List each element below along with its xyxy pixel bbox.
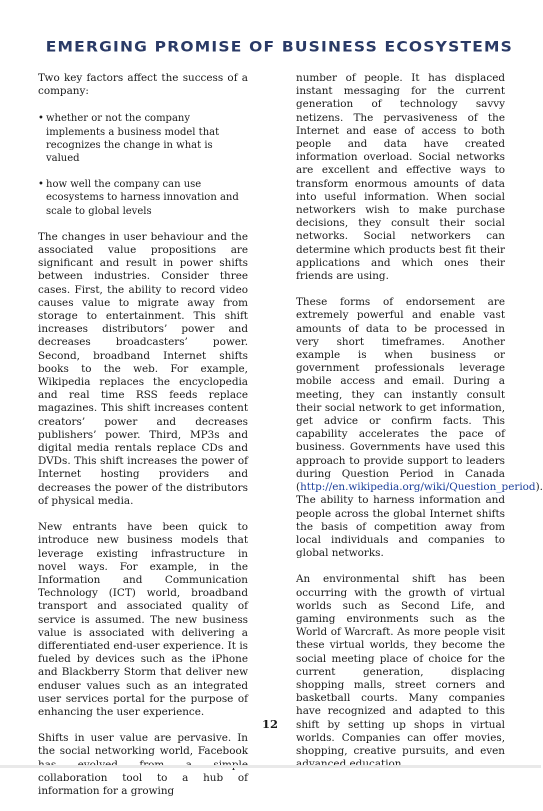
left-column (38, 72, 248, 811)
body-paragraph: number of people. It has displaced instant messaging for the current generation of technology savvy netizens. The pervasiveness of the Internet and ease of access to both people and data have created information overload. Social networks are excellent and effective ways to transform enormous amounts of data into useful information. When social networkers wish to make purchase decisions, they consult their social networks. Social networkers can determine which products best fit their applications and which ones their friends are using. (296, 72, 505, 283)
body-paragraph: An environmental shift has been occurring with the growth of virtual worlds such as Second Life, and gaming environments such as the World of Warcraft. As more people visit these virtual worlds, they become the social meeting place of choice for the current generation, displacing shopping malls, street corners and basketball courts. Many companies have recognized and adapted to this shift by setting up shops in virtual worlds. Companies can offer movies, shopping, creative pursuits, and even (296, 573, 505, 757)
right-column (296, 72, 543, 784)
paragraph-text: These forms of endorsement are extremely powerful and enable vast amounts of data to be processed in very short timeframes. Another example is when business or government professionals leverage mobile access and email. During a meeting, they can instantly consult their social network to get information, get advice or confirm facts. This capability accelerates the pace of business. Governments have used this approach to provide support to leaders during Question Period in Canada ( (296, 296, 505, 494)
body-paragraph: Shifts in user value are pervasive. In the social networking world, Facebook collaboration tool to a hub of information for a growing (38, 732, 248, 797)
bullet-text: how well the company can use ecosystems to harness innovation and scale to global levels (46, 179, 239, 217)
page-number: 12 (262, 717, 279, 731)
wikipedia-link[interactable]: http://en.wikipedia.org/wiki/Question_period (300, 481, 536, 494)
bottom-rule (0, 765, 541, 768)
paragraph-text: ). The ability to harness information and people across the global Internet shifts the basis of competition away from local individuals and companies to global networks. (296, 481, 543, 560)
bullet-item (38, 178, 248, 218)
body-paragraph: The changes in user behaviour and the associated value propositions are significant and result in power shifts between industries. Consider three cases. First, the ability to record video causes value to migrate away from storage to entertainment. This shift increases distributors’ power and decreases broadcasters’ power. Second, broadband Internet shifts books to the web. For example, Wikipedia replaces the encyclopedia and real time RSS feeds replace magazines. This shift increases content creators’ power and decreases publishers’ power. Third, MP3s and digital media rentals replace CDs and DVDs. This shift increases the power of Internet hosting providers and decreases the power of the distributors of physical media. (38, 230, 248, 507)
body-paragraph: New entrants have been quick to introduce new business models that leverage existing infrastructure in novel ways. For example, in the Information and Communication Technology (ICT) world, broadband transport and associated quality of service is assumed. The new business value is associated with delivering a differentiated end-user experience. It is fueled by devices such as the iPhone and Blackberry Storm that deliver new enduser values such as an integrated user services portal for the purpose of enhancing the user experience. (38, 521, 248, 718)
running-header: EMERGING PROMISE OF BUSINESS ECOSYSTEMS (45, 39, 513, 56)
body-paragraph (296, 296, 543, 560)
intro-paragraph: Two key factors affect the success of a company: (38, 72, 248, 98)
bullet-item (38, 112, 248, 165)
bullet-icon: • (38, 113, 44, 125)
bullet-icon: • (38, 179, 44, 191)
bullet-text: whether or not the company implements a business model that recognizes the change in what is valued (46, 113, 220, 165)
